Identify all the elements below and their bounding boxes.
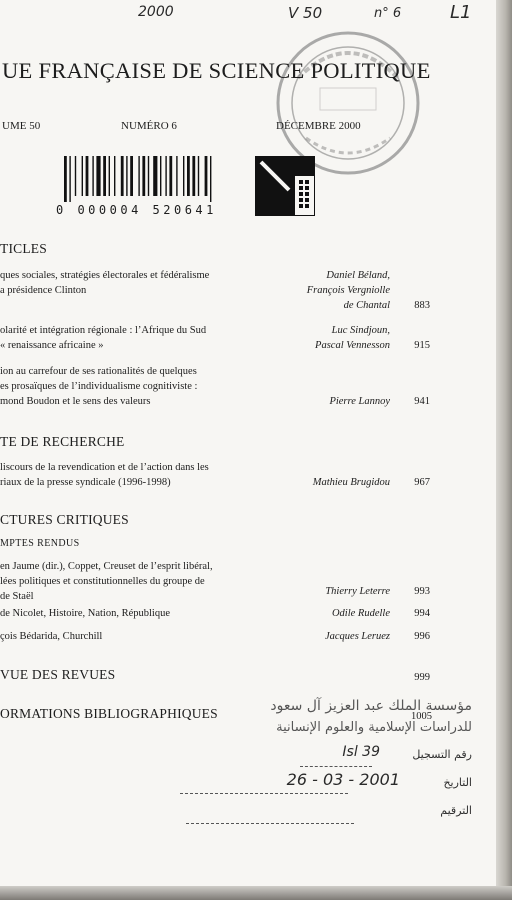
barcode-bar [121,156,124,196]
barcode-bar [153,156,157,196]
stamp-reg-value: Isl 39 [342,744,380,760]
article-2-author: Luc Sindjoun, Pascal Vennesson [315,325,390,351]
article-1-author: Daniel Béland, François Vergniolle de Chantal [306,270,390,311]
review-of-reviews-page: 999 [414,672,430,683]
barcode-bar [169,156,172,196]
barcode-bar [86,156,89,196]
barcode-bar [142,156,145,196]
review-2-page: 994 [414,608,430,619]
stamp-institution: مؤسسة الملك عبد العزيز آل سعود [270,698,472,714]
issue-date: DÉCEMBRE 2000 [276,120,361,132]
stamp-class-label: الترقيم [440,804,472,817]
bibliographic-info-page: 1005 [411,711,432,722]
reg-dotted-line [300,766,372,767]
section-critical-readings: CTURES CRITIQUES [0,512,129,527]
issue-number: NUMÉRO 6 [121,120,177,132]
handwritten-volume: V 50 [288,4,323,22]
review-3-author: Jacques Leruez [324,631,390,642]
review-2-author: Odile Rudelle [331,608,390,619]
stamp-reg-label: رقم التسجيل [412,748,472,761]
barcode-bar [75,156,76,196]
section-research-note: TE DE RECHERCHE [0,434,125,449]
barcode-bar [205,156,208,196]
barcode-bar [130,156,133,196]
article-3-page: 941 [414,396,430,407]
handwritten-number: n° 6 [374,6,402,21]
article-2-page: 915 [414,340,430,351]
section-articles: TICLES [0,241,47,256]
barcode-bar [176,156,177,196]
subsection-reviews: MPTES RENDUS [0,538,80,549]
barcode-bar [192,156,195,196]
review-3-page: 996 [414,631,430,642]
barcode-bar [96,156,100,196]
article-1-page: 883 [414,300,430,311]
review-1-page: 993 [414,586,430,597]
handwritten-corner: L1 [450,2,472,23]
barcode-bar [109,156,110,196]
stamp-institution-2: للدراسات الإسلامية والعلوم الإنسانية [276,720,472,735]
barcode-bar [165,156,166,196]
page-edge-right [496,0,512,900]
review-1-title: en Jaume (dir.), Coppet, Creuset de l’esprit libéral, lées politiques et constitutionnelles du groupe de de Staël [0,561,213,602]
note-page: 967 [414,477,430,488]
page-edge-bottom [0,886,512,900]
handwritten-year: 2000 [138,4,174,20]
article-3-author: Pierre Lannoy [329,396,390,407]
volume-label: UME 50 [2,120,41,132]
section-review-of-reviews: VUE DES REVUES [0,667,116,682]
barcode-bar [114,156,115,196]
stamp-date-label: التاريخ [443,776,472,789]
class-dotted-line [186,823,354,824]
publisher-logo [255,156,315,216]
article-1-title: ques sociales, stratégies électorales et fédéralisme a présidence Clinton [0,270,210,296]
barcode-bar [183,156,184,196]
barcode [56,156,246,202]
barcode-bar [148,156,149,196]
review-1-author: Thierry Leterre [325,586,390,597]
barcode-bar [187,156,190,196]
article-2-title: olarité et intégration régionale : l’Afrique du Sud « renaissance africaine » [0,325,207,351]
journal-title: UE FRANÇAISE DE SCIENCE POLITIQUE [2,58,431,83]
barcode-bar [126,156,127,196]
article-3-title: ion au carrefour de ses rationalités de quelques es prosaïques de l’individualisme cognitiviste : mond Boudon et le sens des valeurs [0,366,198,407]
barcode-bar [69,156,70,202]
barcode-bar [160,156,161,196]
date-dotted-line [180,793,348,794]
review-3-title: çois Bédarida, Churchill [0,631,103,642]
barcode-bar [92,156,93,196]
note-title: liscours de la revendication et de l’action dans les riaux de la presse syndicale (1996-1998) [0,462,209,488]
barcode-bar [82,156,83,196]
note-author: Mathieu Brugidou [312,477,390,488]
barcode-number: 0 000004 520641 [56,203,217,217]
barcode-bar [64,156,67,202]
barcode-bar [210,156,211,202]
stamp-date-value: 26 - 03 - 2001 [286,770,400,789]
review-2-title: de Nicolet, Histoire, Nation, République [0,608,171,619]
barcode-bar [103,156,106,196]
barcode-bar [198,156,199,196]
section-bibliographic-info: ORMATIONS BIBLIOGRAPHIQUES [0,706,218,721]
barcode-bar [138,156,139,196]
